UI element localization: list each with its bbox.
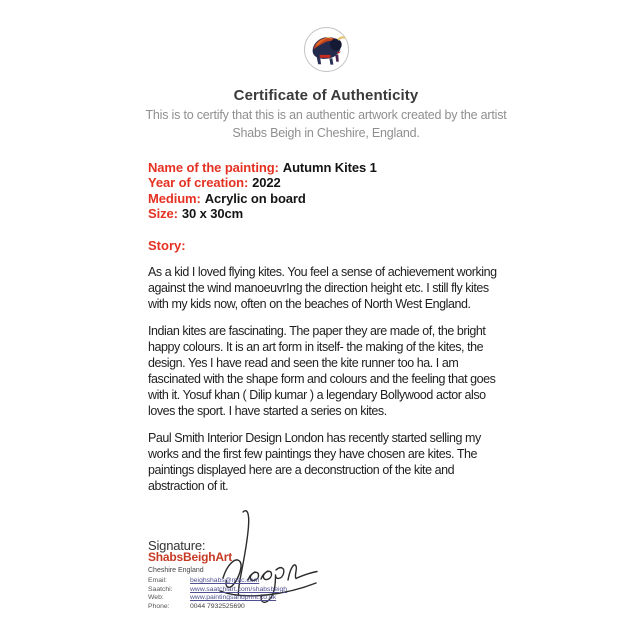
signature-label: Signature: bbox=[148, 537, 206, 553]
story-paragraph: Paul Smith Interior Design London has recently started selling my works and the first few paintings they have chosen are kites. The paintings displayed here are a deconstruction of the kite and abstraction of it. bbox=[148, 430, 481, 493]
contact-label: Phone: bbox=[148, 602, 170, 610]
contact-rows bbox=[148, 577, 508, 611]
artwork-fields bbox=[142, 160, 510, 222]
saatchi-link[interactable]: www.saatchiart.com/shabsbeigh bbox=[190, 585, 288, 593]
contact-row-saatchi bbox=[148, 586, 508, 595]
footer-contact-block bbox=[148, 550, 508, 611]
field-value: Acrylic on board bbox=[204, 190, 306, 206]
field-year bbox=[148, 175, 510, 191]
field-size bbox=[148, 206, 510, 222]
field-value: 2022 bbox=[252, 175, 281, 191]
bull-logo-icon bbox=[303, 26, 350, 73]
field-label: Medium: bbox=[148, 190, 201, 206]
certificate-title: Certificate of Authenticity bbox=[233, 87, 419, 104]
contact-row-phone bbox=[148, 603, 508, 612]
certificate-subtitle: This is to certify that this is an authentic artwork created by the artist Shabs Beigh in Cheshire, England. bbox=[145, 108, 507, 140]
email-link[interactable]: beighshabs@mac.com bbox=[190, 577, 260, 584]
brand-location: Cheshire England bbox=[148, 567, 204, 574]
contact-row-email bbox=[148, 577, 508, 586]
brand-name: ShabsBeighArt bbox=[148, 550, 233, 564]
contact-row-web bbox=[148, 594, 508, 603]
contact-label: Saatchi: bbox=[148, 585, 173, 593]
certificate-document bbox=[142, 26, 510, 606]
phone-number: 0044 7932525690 bbox=[190, 602, 245, 610]
field-medium bbox=[148, 191, 510, 207]
logo-container bbox=[142, 26, 510, 78]
story-paragraph: As a kid I loved flying kites. You feel a sense of achievement working against the wind manoeuvrIng the direction height etc. I still fly kites with my kids now, often on the beaches of North West England. bbox=[148, 264, 497, 311]
field-label: Year of creation: bbox=[148, 175, 249, 191]
story-heading: Story: bbox=[148, 237, 186, 253]
field-value: Autumn Kites 1 bbox=[282, 159, 377, 175]
field-painting-name bbox=[148, 160, 510, 176]
field-label: Size: bbox=[148, 206, 178, 222]
field-label: Name of the painting: bbox=[148, 159, 279, 175]
contact-label: Web: bbox=[148, 594, 164, 602]
story-paragraph: Indian kites are fascinating. The paper they are made of, the bright happy colours. It is an art form in itself- the making of the kites, the design. Yes I have read and seen the kite runner too ha. I am fascinated with the shape form and colours and the feeling that goes with it. Yosuf khan ( Dilip kumar ) a legendary Bollywood actor also loves the sport. I have started a series on kites. bbox=[148, 323, 496, 418]
field-value: 30 x 30cm bbox=[181, 206, 244, 222]
contact-label: Email: bbox=[148, 577, 167, 584]
story-text bbox=[142, 264, 510, 494]
website-link[interactable]: www.paintingsandprint.co.uk bbox=[190, 594, 277, 602]
